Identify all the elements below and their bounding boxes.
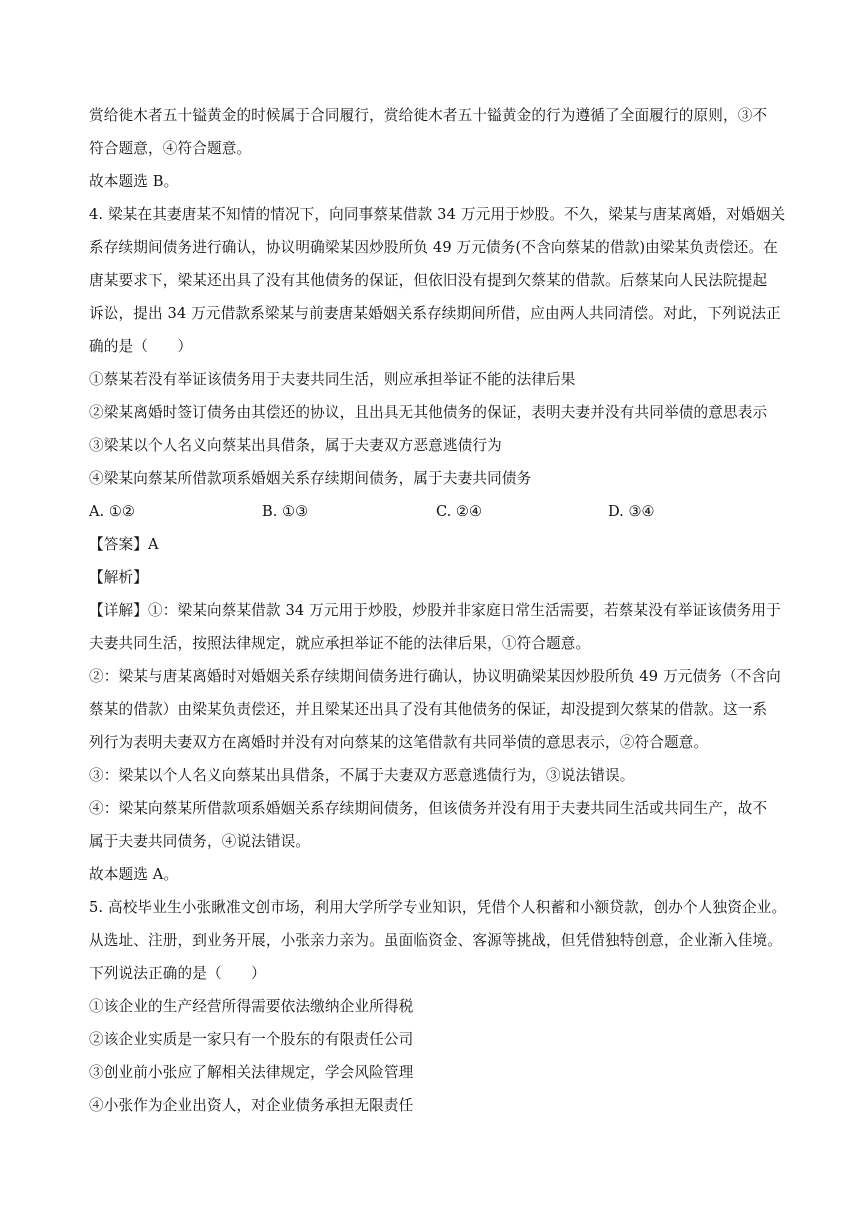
statement-4: ④小张作为企业出资人，对企业债务承担无限责任 <box>89 1097 414 1114</box>
question-5-line: 从选址、注册，到业务开展，小张亲力亲为。虽面临资金、客源等挑战，但凭借独特创意，企业渐入佳境。 <box>89 932 782 949</box>
explanation-line: 【详解】①：梁某向蔡某借款 34 万元用于炒股，炒股并非家庭日常生活需要，若蔡某没有举证该债务用于 <box>89 602 781 619</box>
statement-1: ①该企业的生产经营所得需要依法缴纳企业所得税 <box>89 998 414 1015</box>
explanation-line: ④：梁某向蔡某所借款项系婚姻关系存续期间债务，但该债务并没有用于夫妻共同生活或共同生产，故不 <box>89 800 768 817</box>
explanation-line: ②：梁某与唐某离婚时对婚姻关系存续期间债务进行确认，协议明确梁某因炒股所负 49 万元债务（不含向 <box>89 668 781 685</box>
option-d: D. ③④ <box>608 503 655 520</box>
statement-2: ②该企业实质是一家只有一个股东的有限责任公司 <box>89 1031 414 1048</box>
explanation-line: 列行为表明夫妻双方在离婚时并没有对向蔡某的这笔借款有共同举债的意思表示，②符合题意。 <box>89 734 709 751</box>
statement-2: ②梁某离婚时签订债务由其偿还的协议，且出具无其他债务的保证，表明夫妻并没有共同举债的意思表示 <box>89 404 768 421</box>
option-c: C. ②④ <box>436 503 483 520</box>
statement-3: ③梁某以个人名义向蔡某出具借条，属于夫妻双方恶意逃债行为 <box>89 437 502 454</box>
answer-label: 【答案】A <box>89 536 159 553</box>
question-5-line: 下列说法正确的是（ ） <box>89 965 266 982</box>
text-line: 赏给徙木者五十镒黄金的时候属于合同履行，赏给徙木者五十镒黄金的行为遵循了全面履行的原则，③不 <box>89 107 768 124</box>
analysis-label: 【解析】 <box>89 569 148 586</box>
explanation-line: 蔡某的借款）由梁某负责偿还，并且梁某还出具了没有其他债务的保证，却没提到欠蔡某的借款。这一系 <box>89 701 768 718</box>
text-line: 符合题意，④符合题意。 <box>89 140 252 157</box>
statement-3: ③创业前小张应了解相关法律规定，学会风险管理 <box>89 1064 414 1081</box>
statement-1: ①蔡某若没有举证该债务用于夫妻共同生活，则应承担举证不能的法律后果 <box>89 371 576 388</box>
option-b: B. ①③ <box>262 503 309 520</box>
text-line: 故本题选 B。 <box>89 173 179 190</box>
question-4-line: 4. 梁某在其妻唐某不知情的情况下，向同事蔡某借款 34 万元用于炒股。不久，梁某与唐某离婚，对婚姻关 <box>89 206 786 223</box>
statement-4: ④梁某向蔡某所借款项系婚姻关系存续期间债务，属于夫妻共同债务 <box>89 470 532 487</box>
question-4-line: 唐某要求下，梁某还出具了没有其他债务的保证，但依旧没有提到欠蔡某的借款。后蔡某向人民法院提起 <box>89 272 768 289</box>
question-4-line: 确的是（ ） <box>89 338 193 355</box>
option-a: A. ①② <box>89 503 135 520</box>
question-5-line: 5. 高校毕业生小张瞅准文创市场，利用大学所学专业知识，凭借个人积蓄和小额贷款，创办个人独资企业。 <box>89 899 787 916</box>
question-4-line: 系存续期间债务进行确认，协议明确梁某因炒股所负 49 万元债务(不含向蔡某的借款)由梁某负责偿还。在 <box>89 239 778 256</box>
explanation-line: 属于夫妻共同债务，④说法错误。 <box>89 833 311 850</box>
answer-conclusion: 故本题选 A。 <box>89 866 179 883</box>
question-4-line: 诉讼，提出 34 万元借款系梁某与前妻唐某婚姻关系存续期间所借，应由两人共同清偿。对此，下列说法正 <box>89 305 781 322</box>
explanation-line: 夫妻共同生活，按照法律规定，就应承担举证不能的法律后果，①符合题意。 <box>89 635 591 652</box>
explanation-line: ③：梁某以个人名义向蔡某出具借条，不属于夫妻双方恶意逃债行为，③说法错误。 <box>89 767 635 784</box>
